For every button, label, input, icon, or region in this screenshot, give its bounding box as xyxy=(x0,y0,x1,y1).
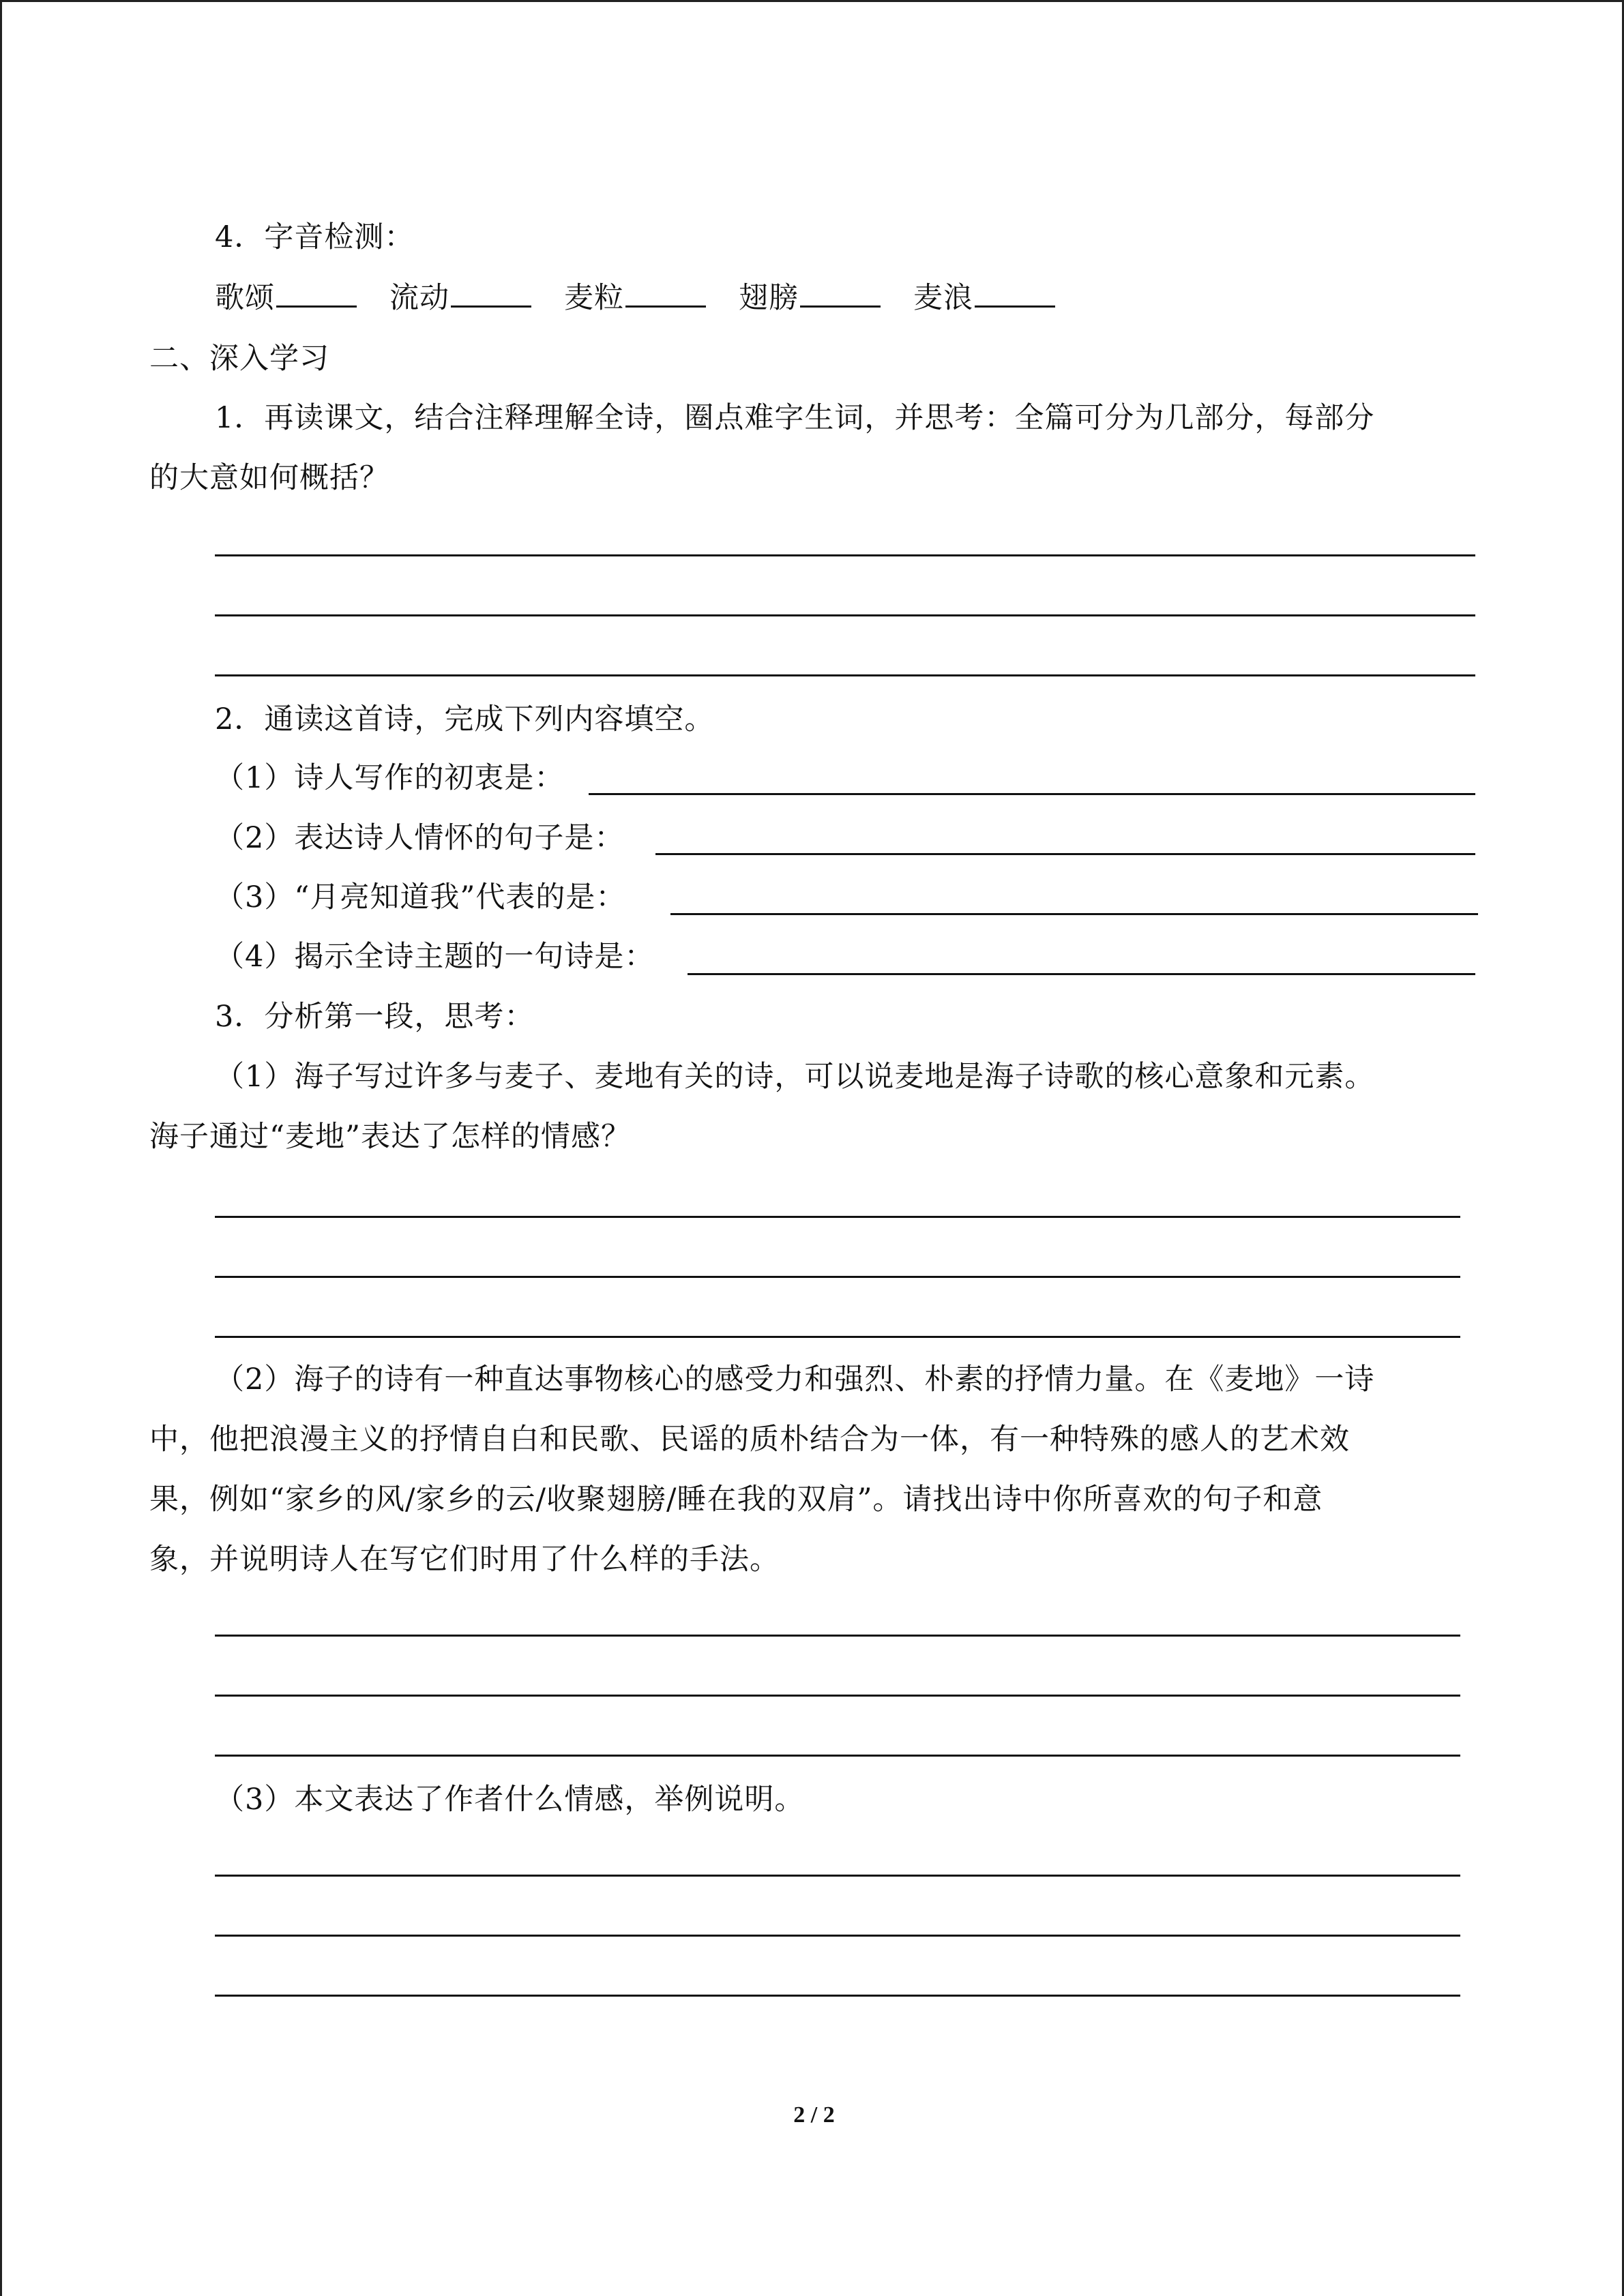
q3-1-text-line1: （1）海子写过许多与麦子、麦地有关的诗，可以说麦地是海子诗歌的核心意象和元素。 xyxy=(215,1060,1375,1094)
q4-word-5: 麦浪 xyxy=(913,281,973,315)
q1-text-line1: 1．再读课文，结合注释理解全诗，圈点难字生词，并思考：全篇可分为几部分，每部分 xyxy=(215,401,1375,435)
q2-item-3-answer-line[interactable] xyxy=(670,913,1478,915)
q3-2-answer-line-2[interactable] xyxy=(215,1695,1460,1697)
q3-2-text-line2: 中，他把浪漫主义的抒情自白和民歌、民谣的质朴结合为一体，有一种特殊的感人的艺术效 xyxy=(149,1422,1350,1457)
q3-3-answer-line-2[interactable] xyxy=(215,1935,1460,1937)
q3-2-answer-line-3[interactable] xyxy=(215,1755,1460,1757)
q2-item-3: （3）“月亮知道我”代表的是： xyxy=(215,880,626,914)
q4-blank-2[interactable] xyxy=(451,280,531,308)
q3-1-answer-line-3[interactable] xyxy=(215,1336,1460,1338)
q3-1-text-line2: 海子通过“麦地”表达了怎样的情感？ xyxy=(149,1120,631,1154)
q3-2-text-line3: 果，例如“家乡的风/家乡的云/收聚翅膀/睡在我的双肩”。请找出诗中你所喜欢的句子和意 xyxy=(149,1482,1323,1517)
q3-3-answer-line-1[interactable] xyxy=(215,1875,1460,1877)
q3-2-text-line4: 象，并说明诗人在写它们时用了什么样的手法。 xyxy=(149,1542,780,1577)
q2-item-2-answer-line[interactable] xyxy=(655,853,1475,855)
q4-word-row xyxy=(215,278,1055,318)
q1-answer-line-2[interactable] xyxy=(215,614,1475,616)
page-number: 2 / 2 xyxy=(793,2102,835,2128)
q1-answer-line-1[interactable] xyxy=(215,554,1475,556)
q4-blank-3[interactable] xyxy=(625,280,706,308)
q2-item-4-answer-line[interactable] xyxy=(688,973,1475,975)
q4-word-2: 流动 xyxy=(389,281,449,315)
q2-item-4: （4）揭示全诗主题的一句诗是： xyxy=(215,940,655,974)
q4-blank-1[interactable] xyxy=(276,280,357,308)
q4-title: 4．字音检测： xyxy=(215,220,415,254)
q4-blank-5[interactable] xyxy=(975,280,1055,308)
section2-heading: 二、深入学习 xyxy=(149,342,329,376)
q4-word-4: 翅膀 xyxy=(739,281,799,315)
q4-word-3: 麦粒 xyxy=(564,281,624,315)
q3-2-text-line1: （2）海子的诗有一种直达事物核心的感受力和强烈、朴素的抒情力量。在《麦地》一诗 xyxy=(215,1362,1375,1397)
q3-3-text: （3）本文表达了作者什么情感，举例说明。 xyxy=(215,1783,805,1817)
q1-text-line2: 的大意如何概括？ xyxy=(149,461,389,495)
q2-item-1-answer-line[interactable] xyxy=(589,793,1475,795)
q4-blank-4[interactable] xyxy=(800,280,881,308)
q4-word-1: 歌颂 xyxy=(215,281,275,315)
q2-item-2: （2）表达诗人情怀的句子是： xyxy=(215,821,625,855)
q3-1-answer-line-1[interactable] xyxy=(215,1216,1460,1218)
q3-title: 3．分析第一段，思考： xyxy=(215,1000,535,1034)
q3-3-answer-line-3[interactable] xyxy=(215,1995,1460,1997)
q2-item-1: （1）诗人写作的初衷是： xyxy=(215,761,565,795)
q3-2-answer-line-1[interactable] xyxy=(215,1635,1460,1637)
q2-title: 2．通读这首诗，完成下列内容填空。 xyxy=(215,702,715,736)
q1-answer-line-3[interactable] xyxy=(215,674,1475,676)
q3-1-answer-line-2[interactable] xyxy=(215,1276,1460,1278)
